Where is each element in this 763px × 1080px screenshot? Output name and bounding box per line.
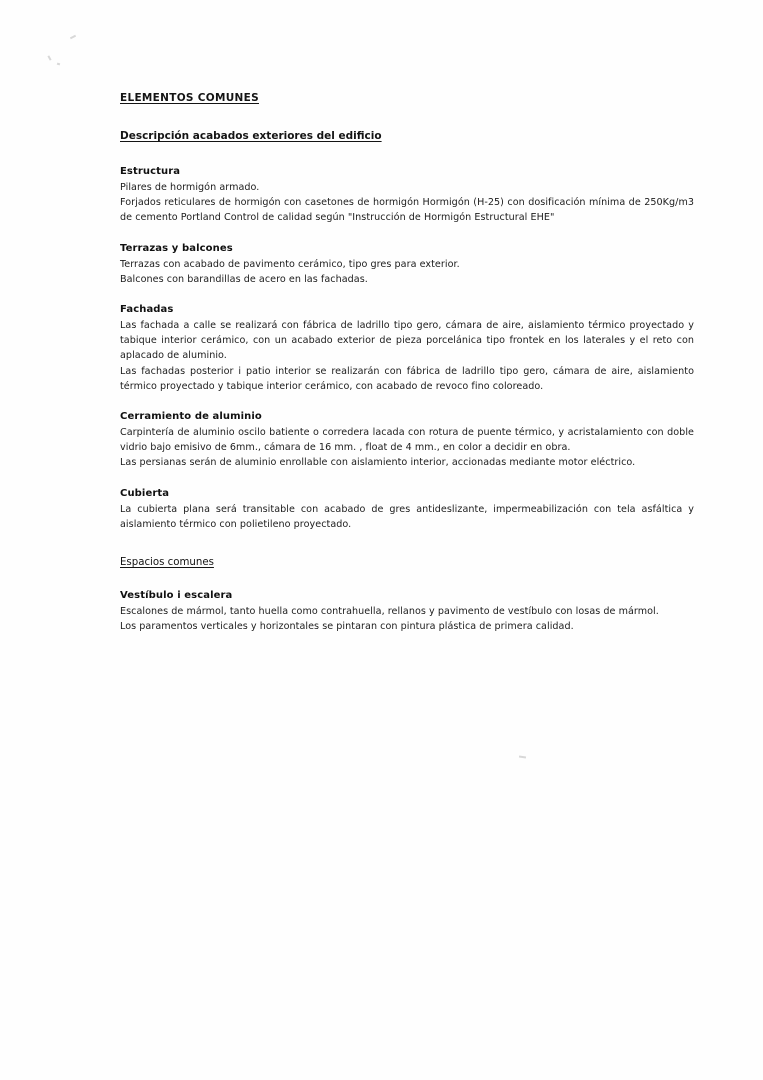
section-heading: Cubierta [120, 487, 170, 499]
section-paragraph: Las persianas serán de aluminio enrollable con aislamiento interior, accionadas mediante motor eléctrico. [120, 457, 636, 469]
section-paragraph: Balcones con barandillas de acero en las fachadas. [120, 273, 368, 285]
section-paragraph: Terrazas con acabado de pavimento cerámico, tipo gres para exterior. [120, 258, 460, 270]
section-paragraph: Las fachada a calle se realizará con fábrica de ladrillo tipo gero, cámara de aire, aislamiento térmico proyectado y tabique interior cerámico, con un acabado exterior de pieza porcelánica tipo frontek en los laterales y el reto con aplacado de aluminio. [120, 320, 694, 362]
section-fachadas [120, 304, 694, 394]
scan-artifact [519, 756, 526, 759]
section-cubierta [120, 488, 694, 532]
page-title: ELEMENTOS COMUNES [120, 92, 259, 104]
section-paragraph: Pilares de hormigón armado. [120, 182, 260, 193]
section-paragraph: Forjados reticulares de hormigón con casetones de hormigón Hormigón (H-25) con dosificación mínima de 250Kg/m3 de cemento Portland Control de calidad según "Instrucción de Hormigón Estructural EHE" [120, 197, 694, 224]
section-vestibulo-i-escalera [120, 590, 694, 634]
section-heading: Estructura [120, 166, 181, 177]
section-paragraph: Carpintería de aluminio oscilo batiente o corredera lacada con rotura de puente térmico, y acristalamiento con doble vidrio bajo emisivo de 6mm., cámara de 16 mm. , float de 4 mm., en color a decidir en obra. [120, 427, 694, 454]
section-estructura [120, 166, 694, 226]
section-paragraph: Las fachadas posterior i patio interior se realizarán con fábrica de ladrillo tipo gero, cámara de aire, aislamiento térmico proyectado y tabique interior cerámico, con acabado de revoco fino coloreado. [120, 365, 694, 392]
section-subtitle: Descripción acabados exteriores del edificio [120, 130, 382, 142]
section-paragraph: Los paramentos verticales y horizontales se pintaran con pintura plástica de primera calidad. [120, 621, 574, 633]
section-heading: Terrazas y balcones [120, 242, 233, 254]
spacer [120, 549, 694, 557]
section-cerramiento-de-aluminio [120, 411, 694, 471]
section-paragraph: La cubierta plana será transitable con acabado de gres antideslizante, impermeabilización con tela asfáltica y aislamiento térmico con polietileno proyectado. [120, 503, 694, 530]
scan-artifact [57, 63, 60, 66]
document-content [120, 92, 694, 651]
scan-artifact [70, 35, 76, 40]
espacios-comunes-title: Espacios comunes [120, 557, 214, 569]
section-heading: Cerramiento de aluminio [120, 411, 262, 423]
section-heading: Fachadas [120, 304, 174, 316]
section-paragraph: Escalones de mármol, tanto huella como contrahuella, rellanos y pavimento de vestíbulo con losas de mármol. [120, 606, 659, 618]
scan-artifact [47, 55, 51, 60]
section-terrazas-y-balcones [120, 243, 694, 287]
section-heading: Vestíbulo i escalera [120, 590, 233, 602]
